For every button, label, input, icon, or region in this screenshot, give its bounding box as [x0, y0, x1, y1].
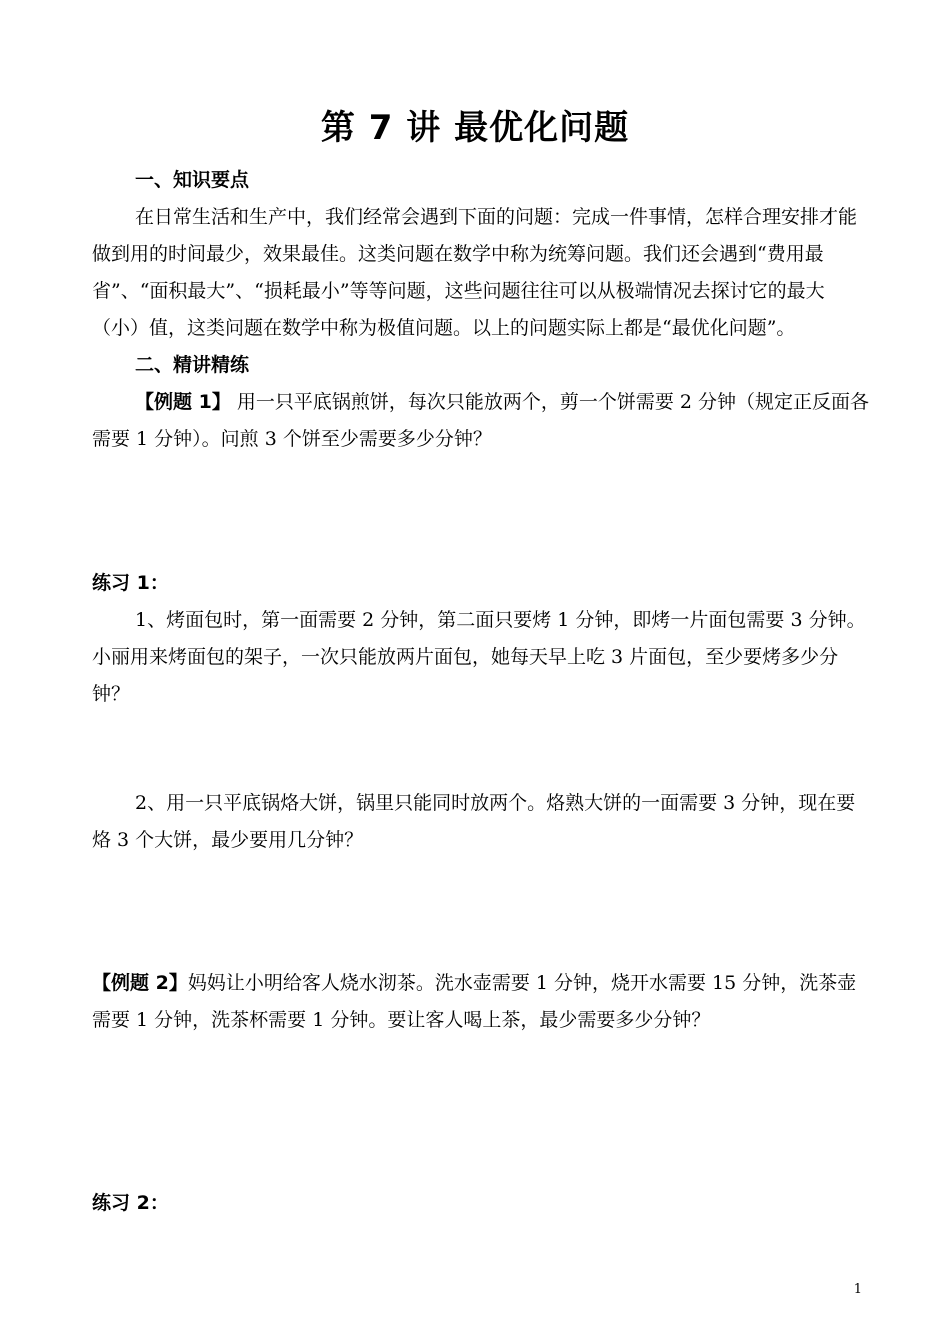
practice-1 — [92, 565, 872, 713]
knowledge-paragraph: 在日常生活和生产中，我们经常会遇到下面的问题：完成一件事情，怎样合理安排才能做到用的时间最少，效果最佳。这类问题在数学中称为统筹问题。我们还会遇到“费用最省”、“面积最大”、“损耗最小”等等问题，这些问题往往可以从极端情况去探讨它的最大（小）值，这类问题在数学中称为极值问题。以上的问题实际上都是“最优化问题”。 — [92, 206, 858, 339]
example-1 — [92, 384, 872, 458]
example-2-text: 妈妈让小明给客人烧水沏茶。洗水壶需要 1 分钟，烧开水需要 15 分钟，洗茶壶需要 1 分钟，洗茶杯需要 1 分钟。要让客人喝上茶，最少需要多少分钟？ — [92, 972, 857, 1031]
section-heading-knowledge: 一、知识要点 — [135, 169, 250, 191]
practice-1-question-2: 2、用一只平底锅烙大饼，锅里只能同时放两个。烙熟大饼的一面需要 3 分钟，现在要烙 3 个大饼，最少要用几分钟？ — [92, 792, 856, 851]
practice-2-label: 练习 2： — [92, 1192, 169, 1214]
practice-1-label: 练习 1： — [92, 572, 169, 594]
example-2-label: 【例题 2】 — [92, 972, 188, 994]
practice-1-question-1: 1、烤面包时，第一面需要 2 分钟，第二面只要烤 1 分钟，即烤一片面包需要 3 分钟。小丽用来烤面包的架子，一次只能放两片面包，她每天早上吃 3 片面包，至少要烤多少分钟？ — [92, 609, 866, 705]
section-knowledge — [92, 162, 872, 458]
example-1-label: 【例题 1】 — [135, 391, 231, 413]
practice-2 — [92, 1185, 872, 1222]
practice-1-question-2-block — [92, 785, 872, 859]
section-heading-lecture: 二、精讲精练 — [135, 354, 250, 376]
example-1-text: 用一只平底锅煎饼，每次只能放两个，剪一个饼需要 2 分钟（规定正反面各需要 1 分钟）。问煎 3 个饼至少需要多少分钟？ — [92, 391, 870, 450]
page-number: 1 — [853, 1282, 862, 1297]
example-2-block — [92, 965, 872, 1039]
example-2 — [92, 965, 872, 1039]
page-title: 第 7 讲 最优化问题 — [320, 108, 630, 148]
